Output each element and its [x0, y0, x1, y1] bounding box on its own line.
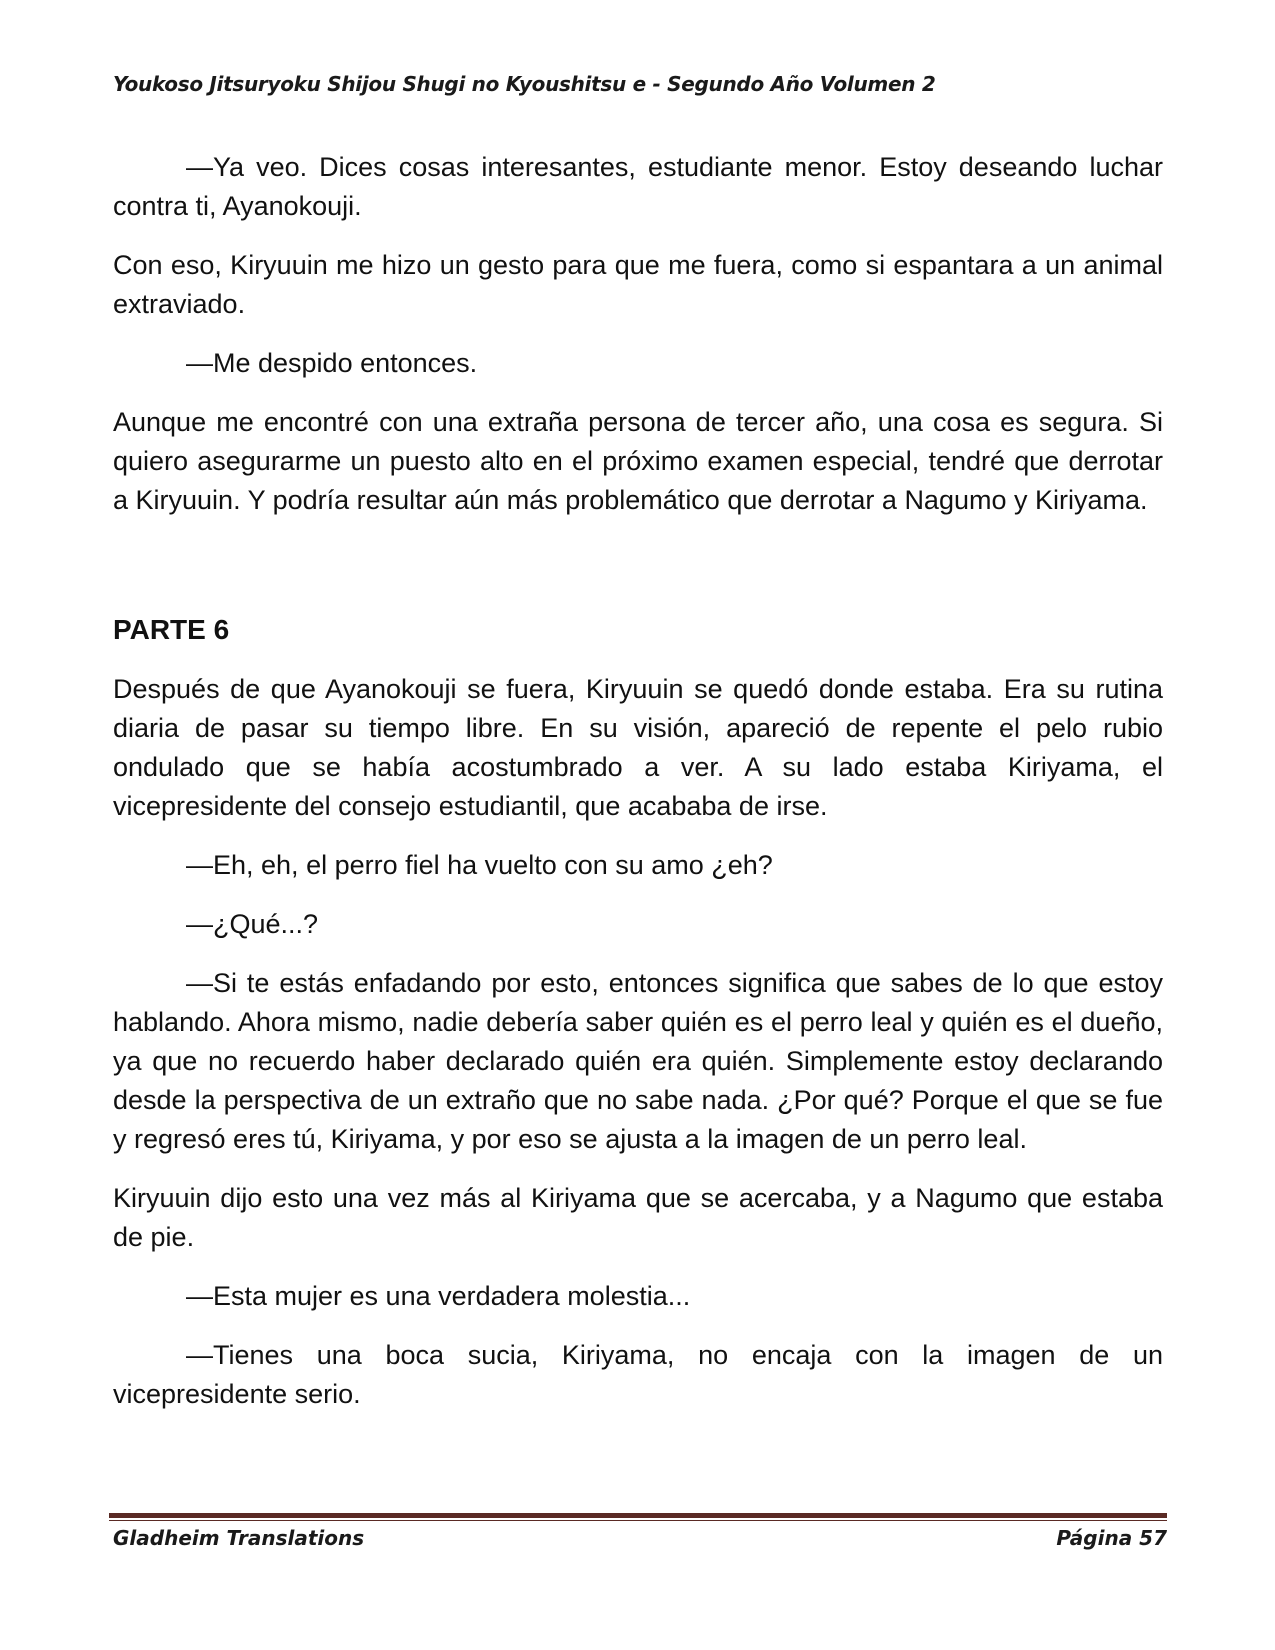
paragraph-3: —Me despido entonces.	[186, 348, 478, 378]
footer-page-number: Página 57	[1056, 1526, 1167, 1550]
paragraph-5: Después de que Ayanokouji se fuera, Kiryuuin se quedó donde estaba. Era su rutina diaria de pasar su tiempo libre. En su visión, apareció de repente el pelo rubio ondulado que se había acostumbrado a ver. A su lado estaba Kiriyama, el vicepresidente del consejo estudiantil, que acababa de irse.	[113, 674, 1163, 821]
footer-publisher: Gladheim Translations	[113, 1526, 365, 1550]
paragraph-11: —Tienes una boca sucia, Kiriyama, no encaja con la imagen de un vicepresidente serio.	[113, 1340, 1163, 1409]
paragraph-8: —Si te estás enfadando por esto, entonces significa que sabes de lo que estoy hablando. Ahora mismo, nadie debería saber quién es el perro leal y quién es el dueño, ya que no recuerdo haber declarado quién era quién. Simplemente estoy declarando desde la perspectiva de un extraño que no sabe nada. ¿Por qué? Porque el que se fue y regresó eres tú, Kiriyama, y por eso se ajusta a la imagen de un perro leal.	[113, 968, 1163, 1154]
document-body	[113, 148, 1163, 1434]
paragraph-2: Con eso, Kiryuuin me hizo un gesto para que me fuera, como si espantara a un animal extraviado.	[113, 250, 1163, 319]
footer-divider-thick	[109, 1513, 1167, 1518]
paragraph-1: —Ya veo. Dices cosas interesantes, estudiante menor. Estoy deseando luchar contra ti, Ayanokouji.	[113, 152, 1163, 221]
paragraph-9: Kiryuuin dijo esto una vez más al Kiriyama que se acercaba, y a Nagumo que estaba de pie.	[113, 1183, 1163, 1252]
page-header-title: Youkoso Jitsuryoku Shijou Shugi no Kyoushitsu e - Segundo Año Volumen 2	[113, 72, 936, 96]
section-title: PARTE 6	[113, 614, 230, 645]
footer-divider-thin	[109, 1520, 1167, 1521]
paragraph-10: —Esta mujer es una verdadera molestia...	[186, 1281, 691, 1311]
paragraph-4: Aunque me encontré con una extraña persona de tercer año, una cosa es segura. Si quiero asegurarme un puesto alto en el próximo examen especial, tendré que derrotar a Kiryuuin. Y podría resultar aún más problemático que derrotar a Nagumo y Kiriyama.	[113, 407, 1163, 515]
paragraph-6: —Eh, eh, el perro fiel ha vuelto con su amo ¿eh?	[186, 850, 773, 880]
footer-divider	[109, 1513, 1167, 1522]
paragraph-7: —¿Qué...?	[186, 909, 319, 939]
